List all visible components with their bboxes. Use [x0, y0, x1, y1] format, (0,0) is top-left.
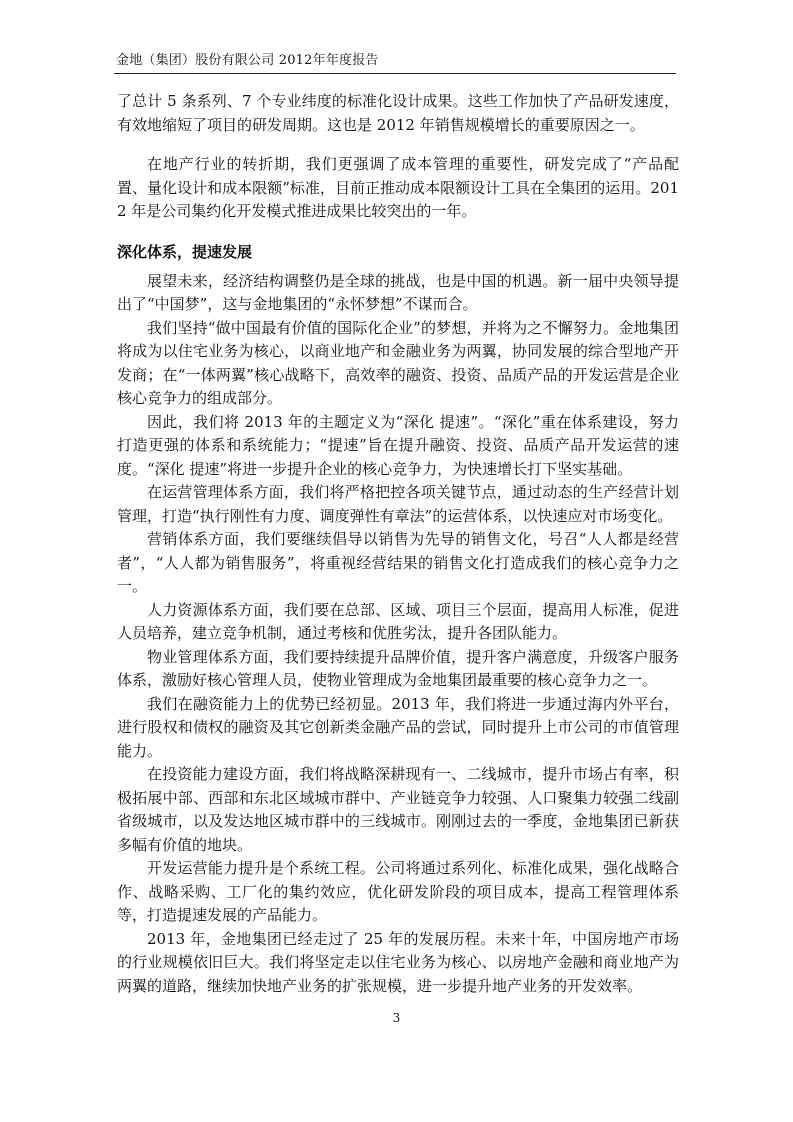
paragraph-investment: 在投资能力建设方面，我们将战略深耕现有一、二线城市，提升市场占有率，积极拓展中部、西部和东北区域城市群中、产业链竞争力较强、人口聚集力较强二线副省级城市，以及发达地区城市群中的三线城市。刚刚过去的一季度，金地集团已新获多幅有价值的地块。 — [117, 765, 679, 854]
paragraph-cost-management: 在地产行业的转折期，我们更强调了成本管理的重要性，研发完成了“产品配置、量化设计和成本限额”标准，目前正推动成本限额设计工具在全集团的运用。2012 年是公司集约化开发模式推进成果比较突出的一年。 — [117, 155, 679, 220]
paragraph-vision: 我们坚持“做中国最有价值的国际化企业”的梦想，并将为之不懈努力。金地集团将成为以住宅业务为核心，以商业地产和金融业务为两翼，协同发展的综合型地产开发商；在“一体两翼”核心战略下，高效率的融资、投资、品质产品的开发运营是企业核心竞争力的组成部分。 — [117, 318, 679, 407]
paragraph-marketing: 营销体系方面，我们要继续倡导以销售为先导的销售文化，号召“人人都是经营者”，“人人都为销售服务”，将重视经营结果的销售文化打造成我们的核心竞争力之一。 — [117, 530, 679, 595]
header-divider — [114, 73, 676, 74]
paragraph-development: 开发运营能力提升是个系统工程。公司将通过系列化、标准化成果，强化战略合作、战略采购、工厂化的集约效应，优化研发阶段的项目成本，提高工程管理体系等，打造提速发展的产品能力。 — [117, 859, 679, 924]
paragraph-continued: 了总计 5 条系列、7 个专业纬度的标准化设计成果。这些工作加快了产品研发速度，有效地缩短了项目的研发周期。这也是 2012 年销售规模增长的重要原因之一。 — [117, 92, 679, 134]
paragraph-future: 2013 年，金地集团已经走过了 25 年的发展历程。未来十年，中国房地产市场的行业规模依旧巨大。我们将坚定走以住宅业务为核心、以房地产金融和商业地产为两翼的道路，继续加快地产业务的扩张规模，进一步提升地产业务的开发效率。 — [117, 929, 679, 995]
page-header: 金地（集团）股份有限公司 2012年年度报告 — [116, 53, 379, 68]
paragraph-property-management: 物业管理体系方面，我们要持续提升品牌价值，提升客户满意度，升级客户服务体系，激励好核心管理人员，使物业管理成为金地集团最重要的核心竞争力之一。 — [117, 647, 679, 689]
paragraph-theme-2013: 因此，我们将 2013 年的主题定义为“深化 提速”。“深化”重在体系建设，努力打造更强的体系和系统能力；“提速”旨在提升融资、投资、品质产品开发运营的速度。“深化 提速”将进一步提升企业的核心竞争力，为快速增长打下坚实基础。 — [117, 412, 679, 478]
page-body — [117, 90, 679, 998]
paragraph-outlook: 展望未来，经济结构调整仍是全球的挑战，也是中国的机遇。新一届中央领导提出了“中国梦”，这与金地集团的“永怀梦想”不谋而合。 — [117, 271, 679, 313]
paragraph-financing: 我们在融资能力上的优势已经初显。2013 年，我们将进一步通过海内外平台，进行股权和债权的融资及其它创新类金融产品的尝试，同时提升上市公司的市值管理能力。 — [117, 694, 679, 760]
section-heading: 深化体系，提速发展 — [117, 242, 253, 261]
page-number: 3 — [392, 1011, 401, 1025]
paragraph-operations: 在运营管理体系方面，我们将严格把控各项关键节点，通过动态的生产经营计划管理，打造“执行刚性有力度、调度弹性有章法”的运营体系，以快速应对市场变化。 — [117, 483, 679, 525]
paragraph-human-resources: 人力资源体系方面，我们要在总部、区域、项目三个层面，提高用人标准，促进人员培养，建立竞争机制，通过考核和优胜劣汰，提升各团队能力。 — [117, 600, 679, 642]
